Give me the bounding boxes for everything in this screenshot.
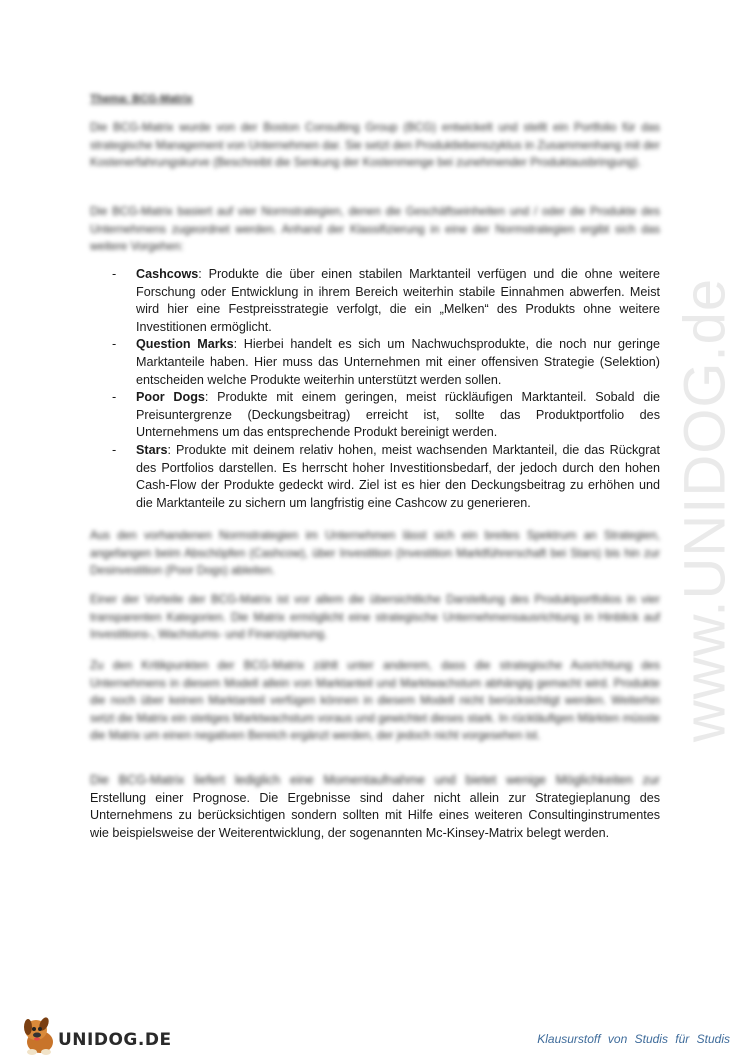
term-cashcows: Cashcows xyxy=(136,267,199,281)
document-title: Thema: BCG-Matrix xyxy=(90,93,193,105)
intro-paragraph-2: Die BCG-Matrix basiert auf vier Normstrategien, denen die Geschäftseinheiten und / oder die Produkte des Unternehmens zugeordnet werden. Anhand der Klassifizierung in eine der Normstrategien ergibt sich das weitere Vorgehen: xyxy=(90,205,660,253)
logo-text: UNIDOG.DE xyxy=(58,1030,172,1050)
advantages-paragraph: Einer der Vorteile der BCG-Matrix ist vor allem die übersichtliche Darstellung des Produktportfolios in vier transparenten Kategorien. Die Matrix ermöglicht eine strategische Unternehmensausrichtung in Hinblick auf Investitions-, Wachstums- und Finanzplanung. xyxy=(90,593,660,641)
list-item-text: : Produkte mit deinem relativ hohen, meist wachsenden Marktanteil, die das Rückgrat des Portfolios darstellen. Es herrscht hoher Investitionsbedarf, der jedoch durch den hohen Cash-Flow der Produkte gedeckt wird. Ziel ist es hier den Deckungsbeitrag zu erhöhen und die Marktanteile zu sichern um langfristig eine Cashcow zu generieren. xyxy=(136,442,660,510)
term-poor-dogs: Poor Dogs xyxy=(136,390,205,405)
term-stars: Stars xyxy=(136,442,168,457)
list-item-cashcows xyxy=(90,266,660,336)
footer-tagline: Klausurstoff von Studis für Studis xyxy=(537,1032,730,1046)
conclusion-first-line: Die BCG-Matrix liefert lediglich eine Momentaufnahme und bietet wenige Möglichkeiten zur xyxy=(90,773,660,787)
list-item-text: : Produkte mit einem geringen, meist rückläufigen Marktanteil. Sobald die Preisuntergrenze (Deckungsbeitrag) erreicht ist, sollte das Produktportfolio des Unternehmens um das entsprechende Produkt bereinigt werden. xyxy=(136,390,661,440)
criticism-paragraph: Zu den Kritikpunkten der BCG-Matrix zählt unter anderem, dass die strategische Ausrichtung des Unternehmens in diesem Modell allein von Marktanteil und Marktwachstum abhängig gemacht wird. Produkte die noch über keinen Marktanteil verfügen können in diesem Modell nicht berücksichtigt werden. Weiterhin setzt die Matrix ein stetiges Marktwachstum voraus und gewichtet dieses stark. In rückläufigen Märkten müsste die Matrix um einen negativen Bereich ergänzt werden, der jedoch nicht vorgesehen ist. xyxy=(90,659,660,742)
list-bullet: - xyxy=(112,390,117,405)
dog-mascot-icon xyxy=(22,1012,62,1056)
watermark xyxy=(660,250,750,770)
list-item-question-marks xyxy=(90,336,660,389)
list-bullet: - xyxy=(112,442,117,457)
unidog-logo[interactable] xyxy=(22,1012,172,1056)
list-item-text: : Hierbei handelt es sich um Nachwuchsprodukte, die noch nur geringe Marktanteile haben. Hier muss das Unternehmen mit einer offensiven Strategie (Selektion) entscheiden welche Produkte weiterhin unterstützt werden sollen. xyxy=(136,337,661,387)
watermark-text: www.UNIDOG.de xyxy=(672,277,738,743)
list-item-text: : Produkte die über einen stabilen Marktanteil verfügen und die ohne weitere Forschung oder Entwicklung in ihrem Bereich weiterhin stabile Einnahmen abwerfen. Meist wird hier eine Festpreisstrategie verfolgt, die ein „Melken“ des Produkts ohne weitere Investitionen ermöglicht. xyxy=(136,267,660,334)
list-bullet: - xyxy=(112,267,117,281)
conclusion-text: Erstellung einer Prognose. Die Ergebnisse sind daher nicht allein zur Strategieplanung des Unternehmens zu berücksichtigen sondern sollten mit Hilfe eines weiteren Consultinginstrumentes wie beispielsweise der Weiterentwicklung, der sogenannten Mc-Kinsey-Matrix belegt werden. xyxy=(90,790,660,840)
list-bullet: - xyxy=(112,337,117,352)
conclusion-paragraph xyxy=(90,772,660,842)
term-question-marks: Question Marks xyxy=(136,337,234,352)
strategy-paragraph: Aus den vorhandenen Normstrategien im Unternehmen lässt sich ein breites Spektrum an Strategien, angefangen beim Abschöpfen (Cashcow), über Investition (Investition Marktführerschaft bei Stars) bis hin zur Desinvestition (Poor Dogs) ableiten. xyxy=(90,529,660,577)
normstrategy-list xyxy=(90,266,660,512)
list-item-poor-dogs xyxy=(90,389,660,442)
list-item-stars xyxy=(90,442,660,512)
intro-paragraph-1: Die BCG-Matrix wurde von der Boston Consulting Group (BCG) entwickelt und stellt ein Portfolio für das strategische Management von Unternehmen dar. Sie setzt den Produktlebenszyklus in Zusammenhang mit der Kostenerfahrungskurve (Beschreibt die Senkung der Kostenmenge bei zunehmender Produktausbringung). xyxy=(90,121,660,169)
